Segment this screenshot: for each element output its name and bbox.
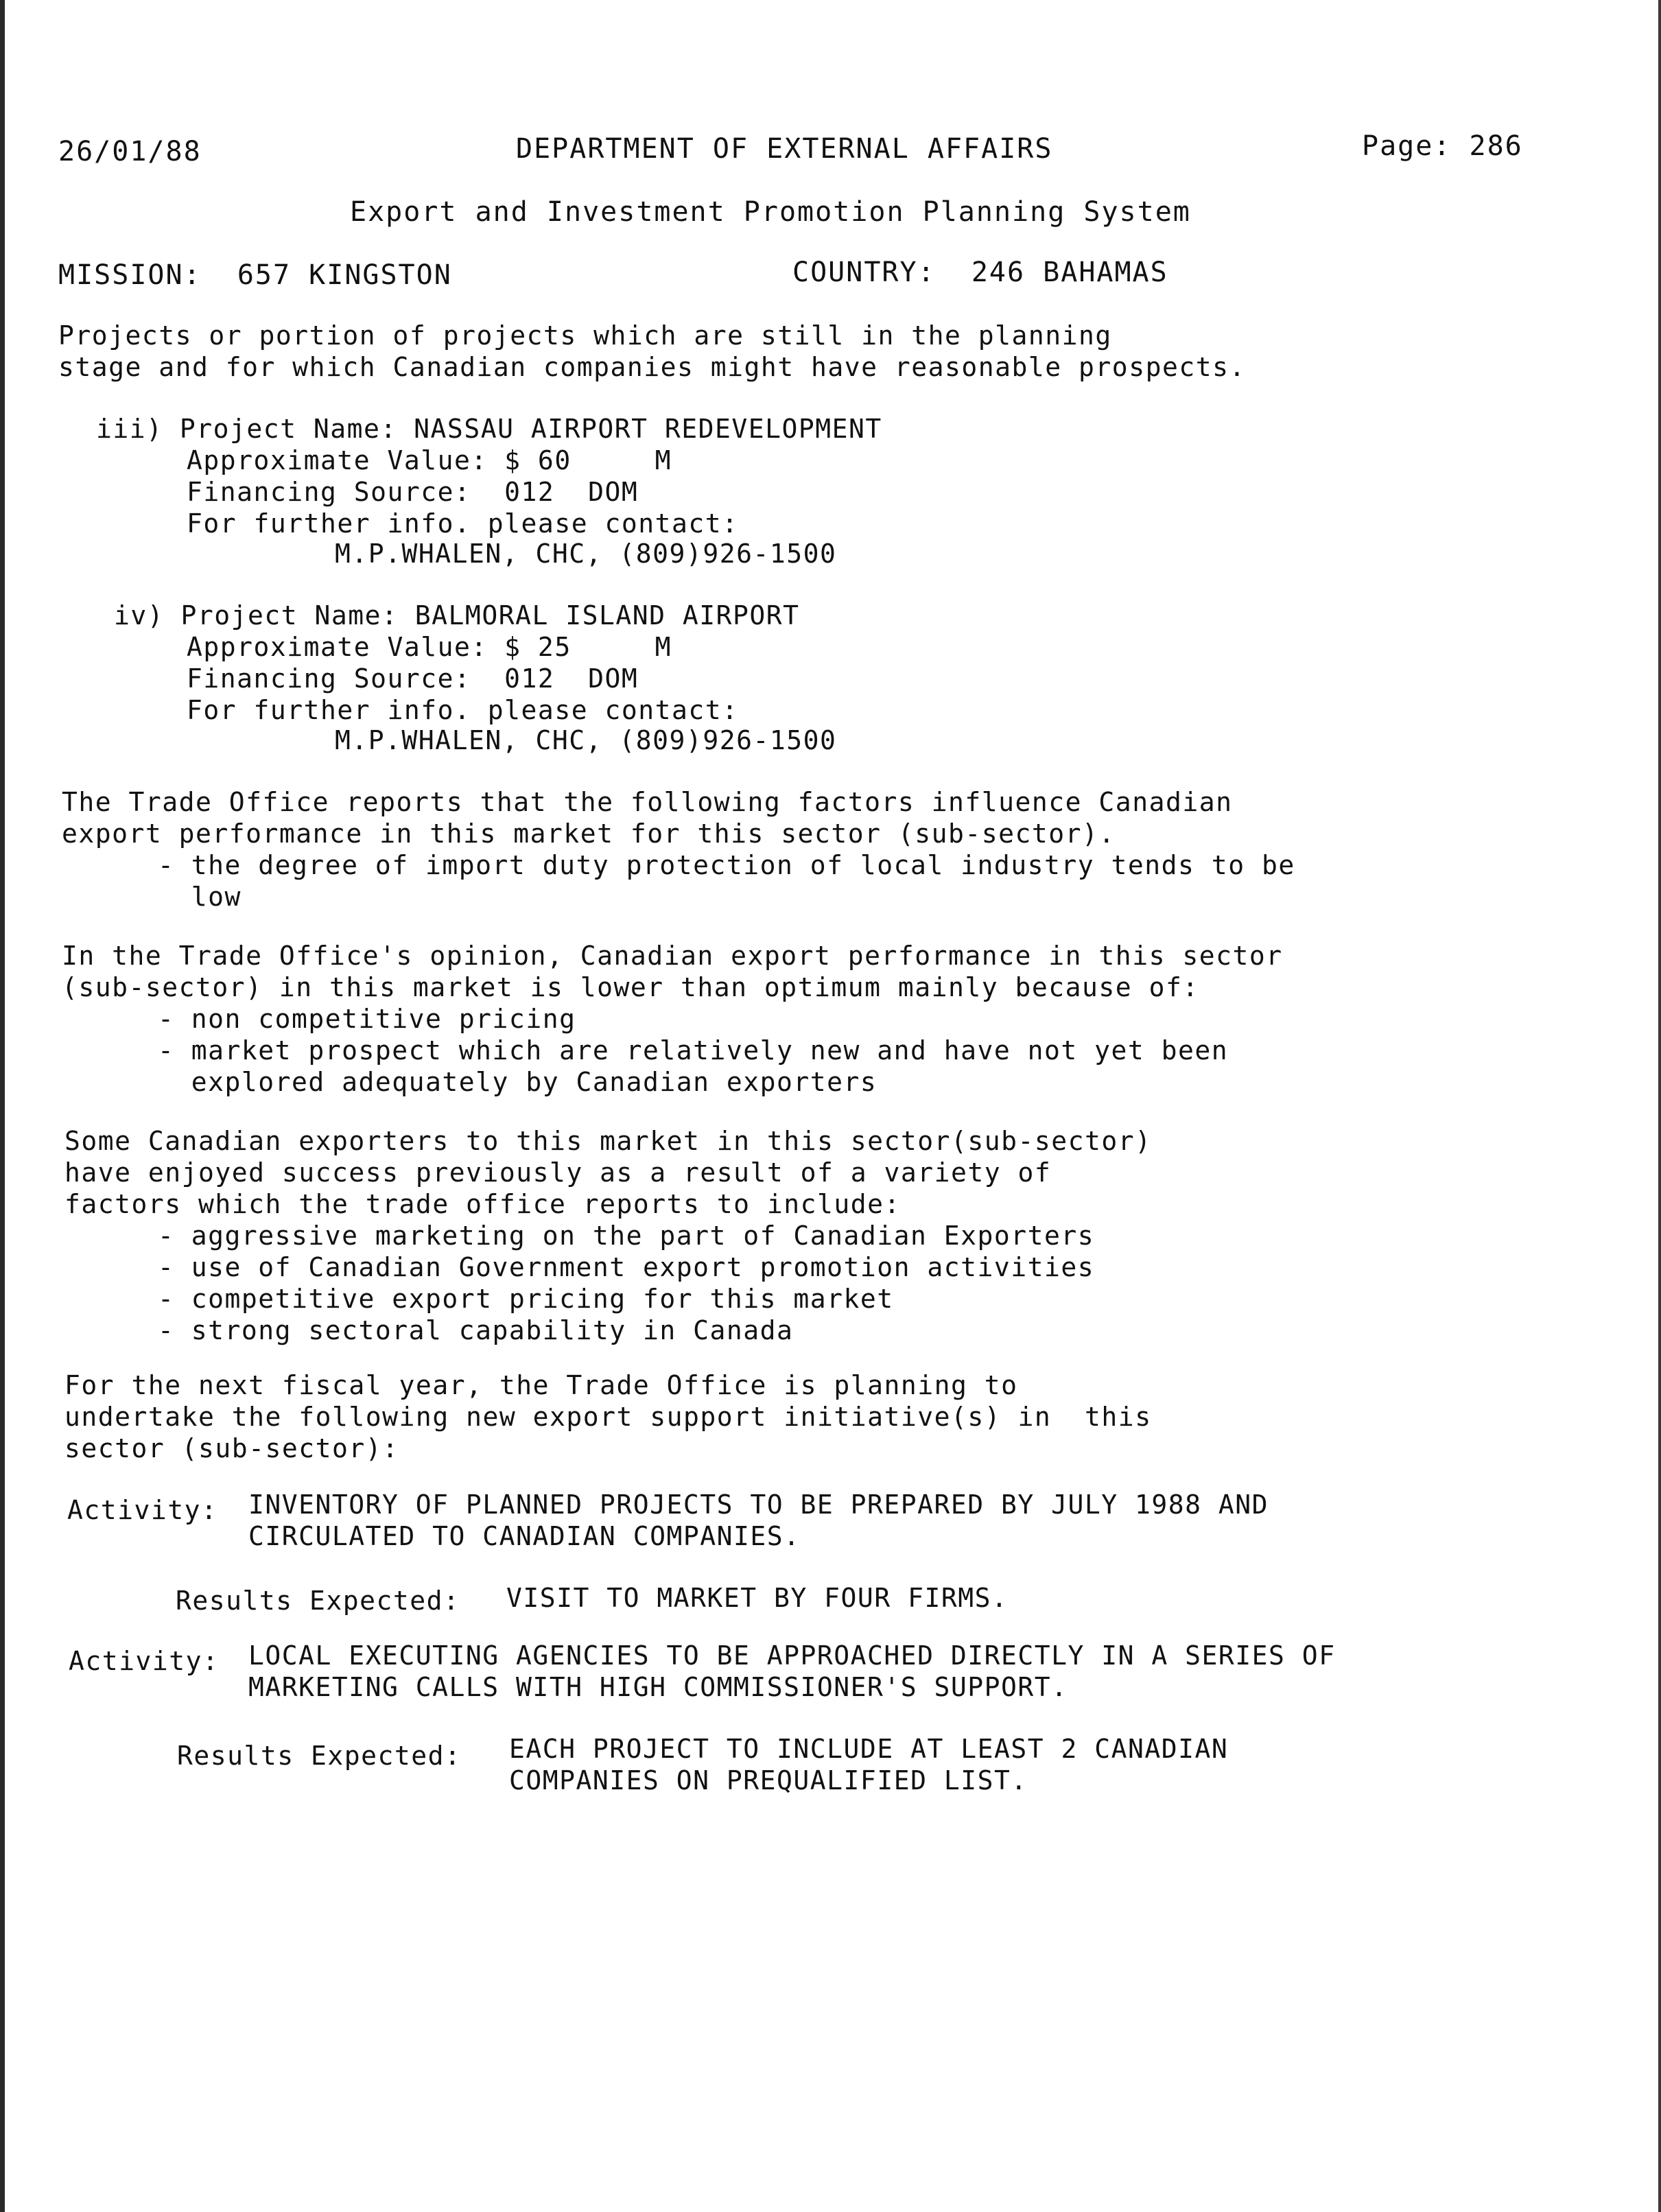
bullet-item: - aggressive marketing on the part of Canadian Exporters [158,1221,1095,1251]
project-details [187,631,738,726]
project-details [187,445,738,539]
factors-line: The Trade Office reports that the following factors influence Canadian [62,787,1233,817]
activity-line: LOCAL EXECUTING AGENCIES TO BE APPROACHED DIRECTLY IN A SERIES OF [248,1640,1336,1671]
next-year-paragraph [64,1369,1152,1464]
bullet-item: - use of Canadian Government export promotion activities [158,1252,1095,1282]
page-number: Page: 286 [1362,130,1523,162]
next-year-line: For the next fiscal year, the Trade Office is planning to [64,1370,1018,1400]
contact-info: M.P.WHALEN, CHC, (809)926-1500 [335,725,837,755]
bullet-item: - market prospect which are relatively new and have not yet been [158,1035,1229,1066]
opinion-paragraph [62,940,1283,1003]
bullet-item: - non competitive pricing [158,1004,576,1034]
success-bullets [158,1220,1094,1346]
project-value: Approximate Value: $ 25 M [187,632,672,662]
contact-label: For further info. please contact: [187,508,739,539]
activity-text [248,1640,1336,1703]
results-line: EACH PROJECT TO INCLUDE AT LEAST 2 CANADIAN [509,1734,1229,1764]
bullet-item: - strong sectoral capability in Canada [158,1315,794,1345]
project-name: iv) Project Name: BALMORAL ISLAND AIRPORT [114,600,800,631]
factors-line: export performance in this market for this sector (sub-sector). [62,819,1116,849]
activity-label: Activity: [69,1646,220,1676]
financing-source: Financing Source: 012 DOM [187,663,639,694]
scan-edge-left [0,0,5,2212]
intro-line: Projects or portion of projects which are still in the planning [58,320,1112,351]
opinion-bullets [158,1003,1228,1098]
next-year-line: sector (sub-sector): [64,1433,399,1463]
success-line: factors which the trade office reports to include: [64,1189,901,1219]
activity-line: INVENTORY OF PLANNED PROJECTS TO BE PREPARED BY JULY 1988 AND [248,1490,1269,1520]
intro-line: stage and for which Canadian companies might have reasonable prospects. [58,352,1246,382]
bullet-item: explored adequately by Canadian exporters [158,1067,877,1097]
success-line: have enjoyed success previously as a result of a variety of [64,1157,1052,1188]
mission-label: MISSION: 657 KINGSTON [58,259,452,291]
report-date: 26/01/88 [58,136,202,167]
results-line: COMPANIES ON PREQUALIFIED LIST. [509,1765,1028,1796]
bullet-item: low [158,882,242,912]
bullet-item: - the degree of import duty protection of local industry tends to be [158,850,1295,880]
results-text: VISIT TO MARKET BY FOUR FIRMS. [506,1583,1009,1613]
results-text [509,1733,1228,1796]
contact-info: M.P.WHALEN, CHC, (809)926-1500 [335,539,837,569]
bullet-item: - competitive export pricing for this market [158,1284,894,1314]
scan-edge-right [1658,0,1661,2212]
next-year-line: undertake the following new export support initiative(s) in this [64,1402,1152,1432]
factors-bullets [158,849,1295,913]
activity-line: CIRCULATED TO CANADIAN COMPANIES. [248,1521,801,1551]
factors-paragraph [62,786,1232,849]
country-label: COUNTRY: 246 BAHAMAS [792,257,1168,288]
results-label: Results Expected: [176,1586,460,1616]
project-value: Approximate Value: $ 60 M [187,445,672,475]
success-line: Some Canadian exporters to this market in this sector(sub-sector) [64,1126,1152,1156]
system-title: Export and Investment Promotion Planning System [350,196,1191,228]
contact-label: For further info. please contact: [187,695,739,725]
financing-source: Financing Source: 012 DOM [187,477,639,507]
department-title: DEPARTMENT OF EXTERNAL AFFAIRS [516,133,1053,165]
opinion-line: (sub-sector) in this market is lower than optimum mainly because of: [62,972,1199,1002]
intro-paragraph [58,320,1246,383]
project-name: iii) Project Name: NASSAU AIRPORT REDEVELOPMENT [96,414,882,444]
opinion-line: In the Trade Office's opinion, Canadian export performance in this sector [62,941,1283,971]
activity-line: MARKETING CALLS WITH HIGH COMMISSIONER'S SUPPORT. [248,1672,1068,1702]
activity-text [248,1489,1269,1552]
success-paragraph [64,1125,1152,1220]
results-label: Results Expected: [177,1741,462,1771]
activity-label: Activity: [67,1495,218,1525]
